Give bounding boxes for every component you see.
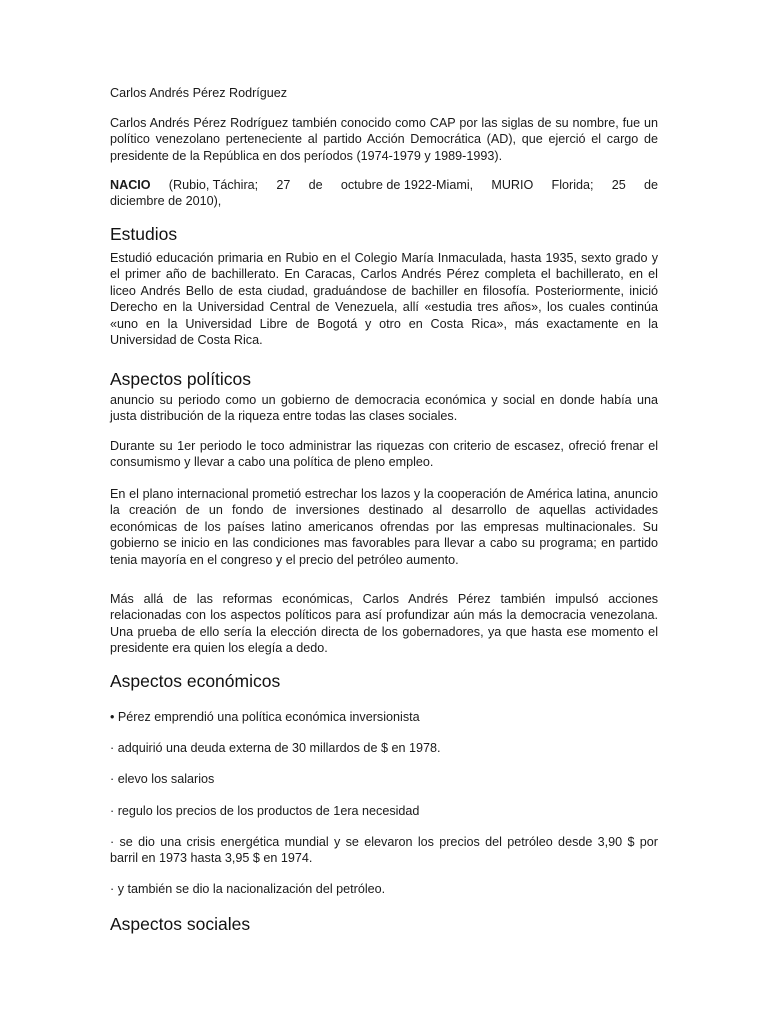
birth-paragraph xyxy=(110,177,658,210)
birth-part: (Rubio, Táchira; xyxy=(168,178,259,192)
death-part: 25 xyxy=(611,178,626,192)
economicos-item: • Pérez emprendió una política económica inversionista xyxy=(110,710,420,724)
intro-paragraph: Carlos Andrés Pérez Rodríguez también conocido como CAP por las siglas de su nombre, fue un político venezolano perteneciente al partido Acción Democrática (AD), que ejerció el cargo de presidente de la República en dos períodos (1974-1979 y 1989-1993). xyxy=(110,116,658,163)
birth-line-2: diciembre de 2010), xyxy=(110,194,222,209)
economicos-item: · y también se dio la nacionalización del petróleo. xyxy=(110,882,386,896)
economicos-item: · elevo los salarios xyxy=(110,772,215,786)
heading-estudios: Estudios xyxy=(110,224,178,244)
nacio-label: NACIO xyxy=(110,178,151,192)
birth-part: octubre de 1922-Miami, xyxy=(340,178,474,192)
death-part: Florida; xyxy=(551,178,594,192)
birth-part: 27 xyxy=(276,178,291,192)
economicos-item: · se dio una crisis energética mundial y se elevaron los precios del petróleo desde 3,90 $ por barril en 1973 hasta 3,95 $ en 1974. xyxy=(110,835,658,866)
politicos-paragraph-1: anuncio su periodo como un gobierno de democracia económica y social en donde había una justa distribución de la riqueza entre todas las clases sociales. xyxy=(110,393,658,424)
economicos-item: · adquirió una deuda externa de 30 millardos de $ en 1978. xyxy=(110,741,441,755)
politicos-paragraph-4: Más allá de las reformas económicas, Carlos Andrés Pérez también impulsó acciones relacionadas con los aspectos políticos para así profundizar aún más la democracia venezolana. Una prueba de ello sería la elección directa de los gobernadores, ya que hasta ese momento el presidente era quien los elegía a dedo. xyxy=(110,592,658,656)
heading-aspectos-politicos: Aspectos políticos xyxy=(110,369,252,389)
economicos-item: · regulo los precios de los productos de 1era necesidad xyxy=(110,804,420,818)
murio-label: MURIO xyxy=(491,178,534,192)
birth-line-1 xyxy=(110,177,658,193)
heading-aspectos-sociales: Aspectos sociales xyxy=(110,914,251,934)
document-title-line: Carlos Andrés Pérez Rodríguez xyxy=(110,86,288,100)
heading-aspectos-economicos: Aspectos económicos xyxy=(110,671,281,691)
politicos-paragraph-3: En el plano internacional prometió estrechar los lazos y la cooperación de América latina, anuncio la creación de un fondo de inversiones destinado al desarrollo de aquellas actividades económicas de los países latino americanos ofrendas por las empresas multinacionales. Su gobierno se inicio en las condiciones mas favorables para llevar a cabo su programa; en partido tenia mayoría en el congreso y el precio del petróleo aumento. xyxy=(110,487,658,567)
death-part: de xyxy=(643,178,658,192)
birth-part: de xyxy=(308,178,323,192)
estudios-paragraph: Estudió educación primaria en Rubio en el Colegio María Inmaculada, hasta 1935, sexto grado y el primer año de bachillerato. En Caracas, Carlos Andrés Pérez completa el bachillerato, en el liceo Andrés Bello de esta ciudad, graduándose de bachiller en filosofía. Posteriormente, inició Derecho en la Universidad Central de Venezuela, allí «estudia tres años», los cuales continúa «uno en la Universidad Libre de Bogotá y otro en Costa Rica», más exactamente en la Universidad de Costa Rica. xyxy=(110,251,658,348)
politicos-paragraph-2: Durante su 1er periodo le toco administrar las riquezas con criterio de escasez, ofreció frenar el consumismo y llevar a cabo una política de pleno empleo. xyxy=(110,439,658,470)
